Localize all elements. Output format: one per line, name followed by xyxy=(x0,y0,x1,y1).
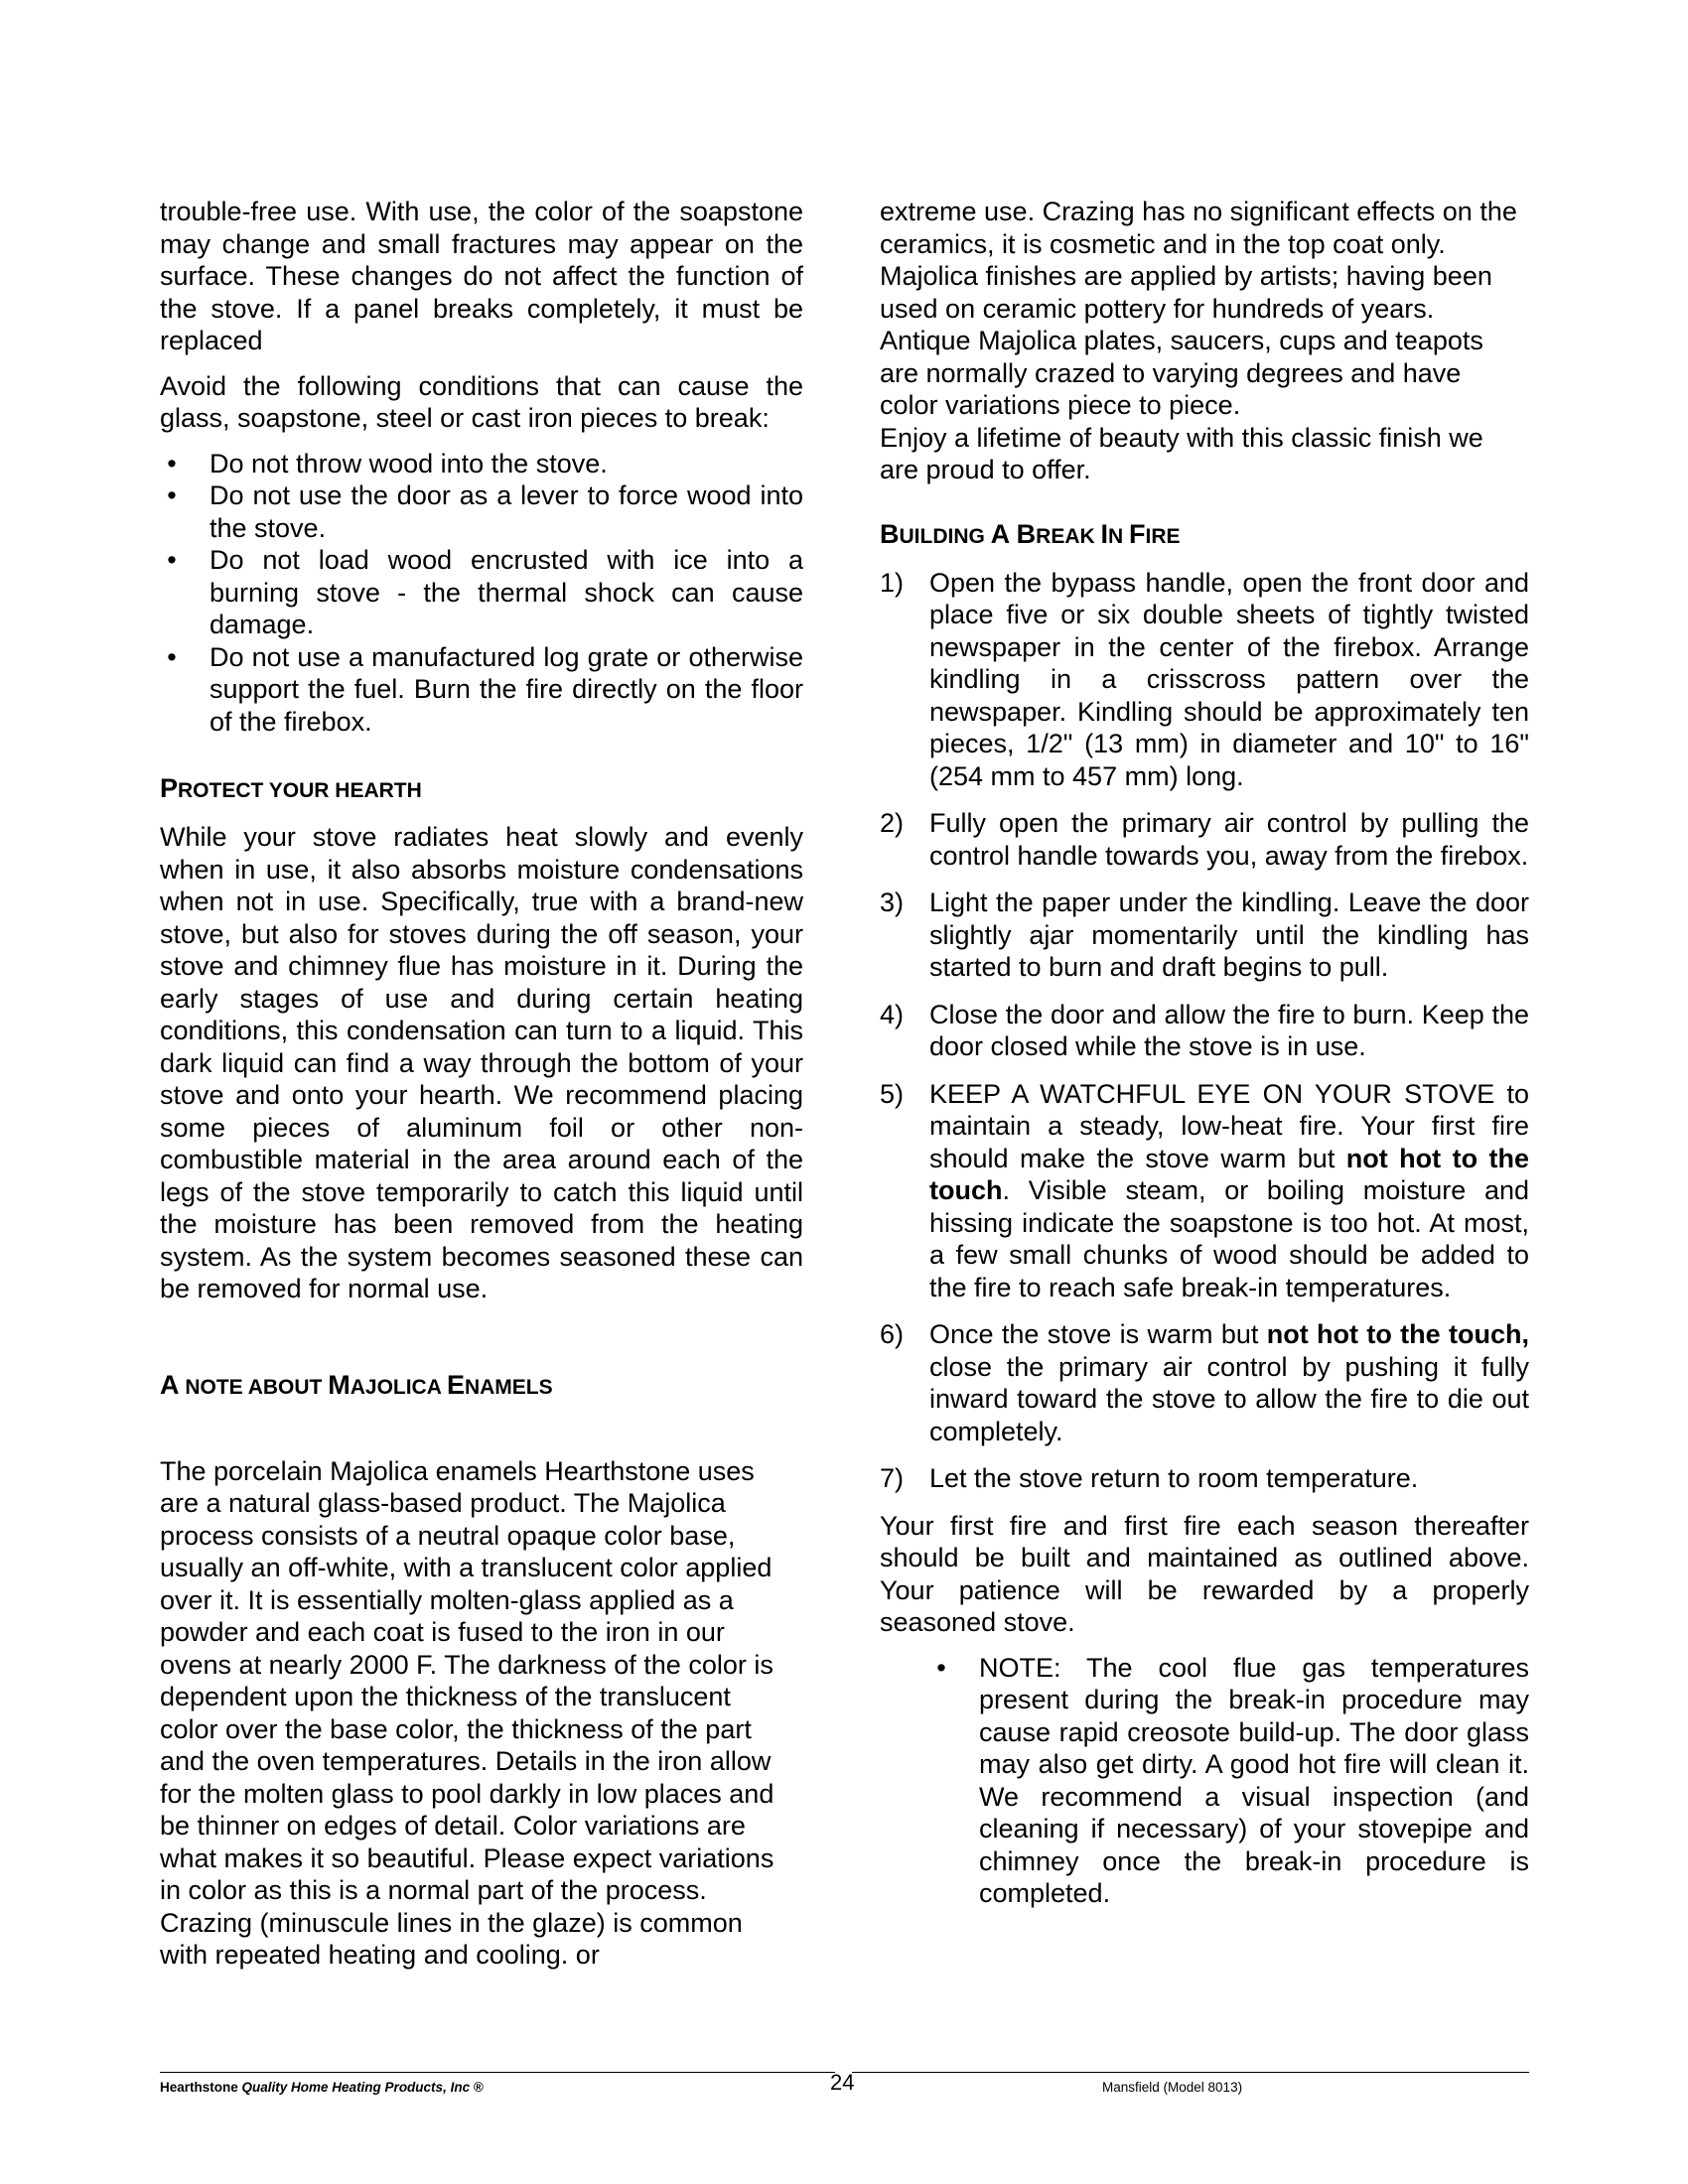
page-number: 24 xyxy=(830,2070,855,2095)
list-item: 6) Once the stove is warm but not hot to the touch, close the primary air control by pushing it fully inward toward the stove to allow the fire to die out completely. xyxy=(880,1319,1530,1446)
list-item: 4) Close the door and allow the fire to burn. Keep the door closed while the stove is in use. xyxy=(880,999,1529,1061)
list-item: 1) Open the bypass handle, open the front door and place five or six double sheets of tightly twisted newspaper in the center of the firebox. Arrange kindling in a crisscross pattern over the newspaper. Kindling should be approximately ten pieces, 1/2" (13 mm) in diameter and 10" to 16" (254 mm to 457 mm) long. xyxy=(880,567,1529,791)
avoid-list xyxy=(160,448,803,739)
break-in-note: • NOTE: The cool flue gas temperatures present during the break-in procedure may cause rapid creosote build-up. The door glass may also get dirty. A good hot fire will clean it. We recommend a visual inspection (and cleaning if necessary) of your stovepipe and chimney once the break-in procedure is completed. xyxy=(880,1652,1529,1910)
avoid-paragraph: Avoid the following conditions that can cause the glass, soapstone, steel or cast iron pieces to break: xyxy=(160,370,803,433)
heading-protect-hearth: PROTECT YOUR HEARTH xyxy=(160,773,422,803)
bullet-icon: • xyxy=(167,545,177,575)
footer-divider-left xyxy=(160,2072,835,2073)
left-column xyxy=(160,196,803,1984)
footer-model: Mansfield (Model 8013) xyxy=(1102,2080,1243,2095)
break-in-steps xyxy=(880,567,1529,1495)
list-item: 7) Let the stove return to room temperature. xyxy=(880,1463,1419,1493)
list-item: • Do not use a manufactured log grate or otherwise support the fuel. Burn the fire directly on the floor of the firebox. xyxy=(160,641,803,739)
list-item: • Do not throw wood into the stove. xyxy=(160,448,803,480)
bullet-icon: • xyxy=(167,480,177,510)
bullet-icon: • xyxy=(167,641,177,672)
first-fire-paragraph: Your first fire and first fire each season thereafter should be built and maintained as outlined above. Your patience will be rewarded by a properly seasoned stove. xyxy=(880,1510,1529,1637)
enjoy-paragraph: Enjoy a lifetime of beauty with this classic finish we are proud to offer. xyxy=(880,422,1483,484)
footer-company: Hearthstone Quality Home Heating Products, Inc ® xyxy=(160,2080,484,2095)
heading-majolica: A NOTE ABOUT MAJOLICA ENAMELS xyxy=(160,1369,553,1400)
list-item: • Do not load wood encrusted with ice into a burning stove - the thermal shock can cause damage. xyxy=(160,544,803,641)
list-item: 2) Fully open the primary air control by pulling the control handle towards you, away from the firebox. xyxy=(880,808,1529,871)
bullet-icon: • xyxy=(936,1652,946,1683)
hearth-paragraph: While your stove radiates heat slowly and evenly when in use, it also absorbs moisture condensations when not in use. Specifically, true with a brand-new stove, but also for stoves during the off season, your stove and chimney flue has moisture in it. During the early stages of use and during certain heating conditions, this condensation can turn to a liquid. This dark liquid can find a way through the bottom of your stove and onto your hearth. We recommend placing some pieces of aluminum foil or other non-combustible material in the area around each of the legs of the stove temporarily to catch this liquid until the moisture has been removed from the heating system. As the system becomes seasoned these can be removed for normal use. xyxy=(160,822,803,1303)
list-item: 5) KEEP A WATCHFUL EYE ON YOUR STOVE to maintain a steady, low-heat fire. Your first fire should make the stove warm but not hot to the touch. Visible steam, or boiling moisture and hissing indicate the soapstone is too hot. At most, a few small chunks of wood should be added to the fire to reach safe break-in temperatures. xyxy=(880,1078,1529,1302)
crazing-paragraph: extreme use. Crazing has no significant effects on the ceramics, it is cosmetic and in the top coat only. Majolica finishes are applied by artists; having been used on ceramic pottery for hundreds of years. Antique Majolica plates, saucers, cups and teapots are normally crazed to varying degrees and have color variations piece to piece. xyxy=(880,197,1517,420)
right-column xyxy=(880,196,1529,1910)
bullet-icon: • xyxy=(167,448,177,478)
soapstone-paragraph: trouble-free use. With use, the color of the soapstone may change and small fractures may appear on the surface. These changes do not affect the function of the stove. If a panel breaks completely, it must be replaced xyxy=(160,197,803,355)
footer-divider-right xyxy=(852,2072,1529,2073)
list-item: 3) Light the paper under the kindling. Leave the door slightly ajar momentarily until the kindling has started to burn and draft begins to pull. xyxy=(880,887,1529,982)
majolica-paragraph: The porcelain Majolica enamels Hearthstone uses are a natural glass-based product. The Majolica process consists of a neutral opaque color base, usually an off-white, with a translucent color applied over it. It is essentially molten-glass applied as a powder and each coat is fused to the iron in our ovens at nearly 2000 F. The darkness of the color is dependent upon the thickness of the translucent color over the base color, the thickness of the part and the oven temperatures. Details in the iron allow for the molten glass to pool darkly in low places and be thinner on edges of detail. Color variations are what makes it so beautiful. Please expect variations in color as this is a normal part of the process. Crazing (minuscule lines in the glaze) is common with repeated heating and cooling. or xyxy=(160,1455,774,1970)
list-item: • Do not use the door as a lever to force wood into the stove. xyxy=(160,479,803,544)
heading-building-break-in-fire: BUILDING A BREAK IN FIRE xyxy=(880,518,1181,549)
